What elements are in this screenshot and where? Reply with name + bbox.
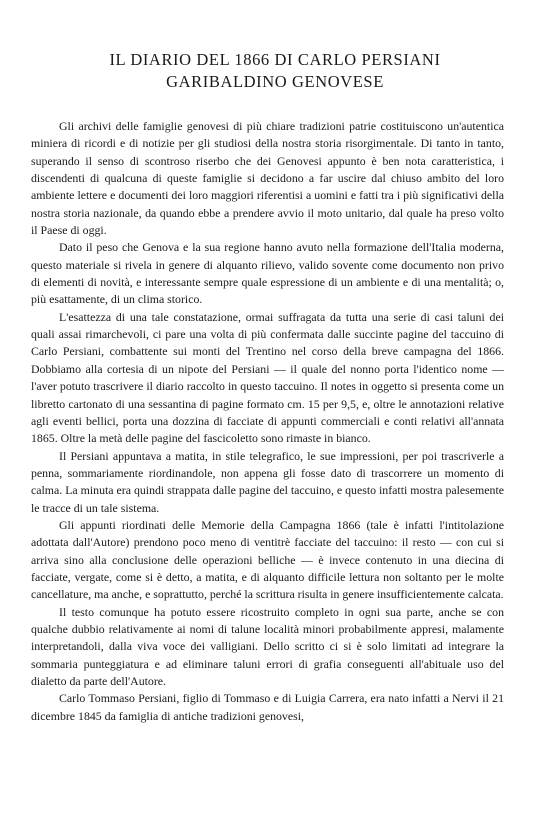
paragraph-4: Il Persiani appuntava a matita, in stile telegrafico, le sue impressioni, per poi trascriverle a penna, sommariamente riordinandole, non appena gli fosse dato di trascorrere un momento di calma. La minuta era quindi strappata dalle pagine del taccuino, e questo infatti mostra palesemente le tracce di un tale sistema. (31, 448, 504, 515)
paragraph-7: Carlo Tommaso Persiani, figlio di Tommaso e di Luigia Carrera, era nato infatti a Nervi il 21 dicembre 1845 da famiglia di antiche tradizioni genovesi, (31, 691, 504, 723)
paragraph-5: Gli appunti riordinati delle Memorie della Campagna 1866 (tale è infatti l'intitolazione adottata dall'Autore) prendono poco meno di ventitrè facciate del taccuino: il resto — con cui si arriva sino alla conclusione delle operazioni belliche — è invece contenuto in una diecina di facciate, vergate, come si è detto, a matita, e di alquanto difficile lettura non soltanto per le molte cancellature, ma anche, e soprattutto, perché la scrittura risulta in genere insufficientemente calcata. (31, 517, 504, 602)
paragraph-1: Gli archivi delle famiglie genovesi di più chiare tradizioni patrie costituiscono un'autentica miniera di ricordi e di notizie per gli studiosi della nostra storia risorgimentale. Di tanto in tanto, superando il senso di scontroso riserbo che dei Genovesi appunto è ben nota caratteristica, i discendenti di qualcuna di queste famiglie si decidono a far uscire dal chiuso ambito del loro ambiente lettere e documenti dei loro maggiori riferentisi a uomini e fatti tra i più significativi della nostra storia nazionale, da quando ebbe a prendere avvio il moto unitario, dal quale ha preso volto il Paese di oggi. (31, 119, 504, 238)
article-body (31, 118, 504, 725)
title-line-1: IL DIARIO DEL 1866 DI CARLO PERSIANI (109, 50, 441, 69)
paragraph-3: L'esattezza di una tale constatazione, ormai suffragata da tutta una serie di casi taluni dei quali assai rimarchevoli, ci pare una volta di più confermata dalle succinte pagine del taccuino di Carlo Persiani, combattente sui monti del Trentino nel corso della breve campagna del 1866. Dobbiamo alla cortesia di un nipote del Persiani — il quale del nonno porta l'identico nome — l'aver potuto trascrivere il diario raccolto in questo taccuino. Il notes in oggetto si presenta come un libretto cartonato di una sessantina di pagine formato cm. 15 per 9,5, e, oltre le annotazioni relative agli eventi bellici, porta una dozzina di facciate di appunti commerciali e conti relativi all'annata 1865. Oltre la metà delle pagine del fascicoletto sono rimaste in bianco. (31, 309, 504, 446)
title-line-2: GARIBALDINO GENOVESE (166, 72, 384, 91)
paragraph-2: Dato il peso che Genova e la sua regione hanno avuto nella formazione dell'Italia moderna, questo materiale si rivela in genere di alquanto rilievo, valido sovente come documento non privo di elementi di novità, e interessante sempre quale espressione di un ambiente e di una mentalità; o, più esattamente, di un clima storico. (31, 240, 504, 307)
paragraph-6: Il testo comunque ha potuto essere ricostruito completo in ogni sua parte, anche se con qualche dubbio relativamente ai nomi di talune località minori probabilmente appresi, malamente interpretandoli, dalla viva voce dei valligiani. Dello scritto ci si è solo limitati ad integrare la sommaria punteggiatura e ad eliminare taluni errori di grafia conseguenti all'abituale uso del dialetto da parte dell'Autore. (31, 604, 504, 688)
